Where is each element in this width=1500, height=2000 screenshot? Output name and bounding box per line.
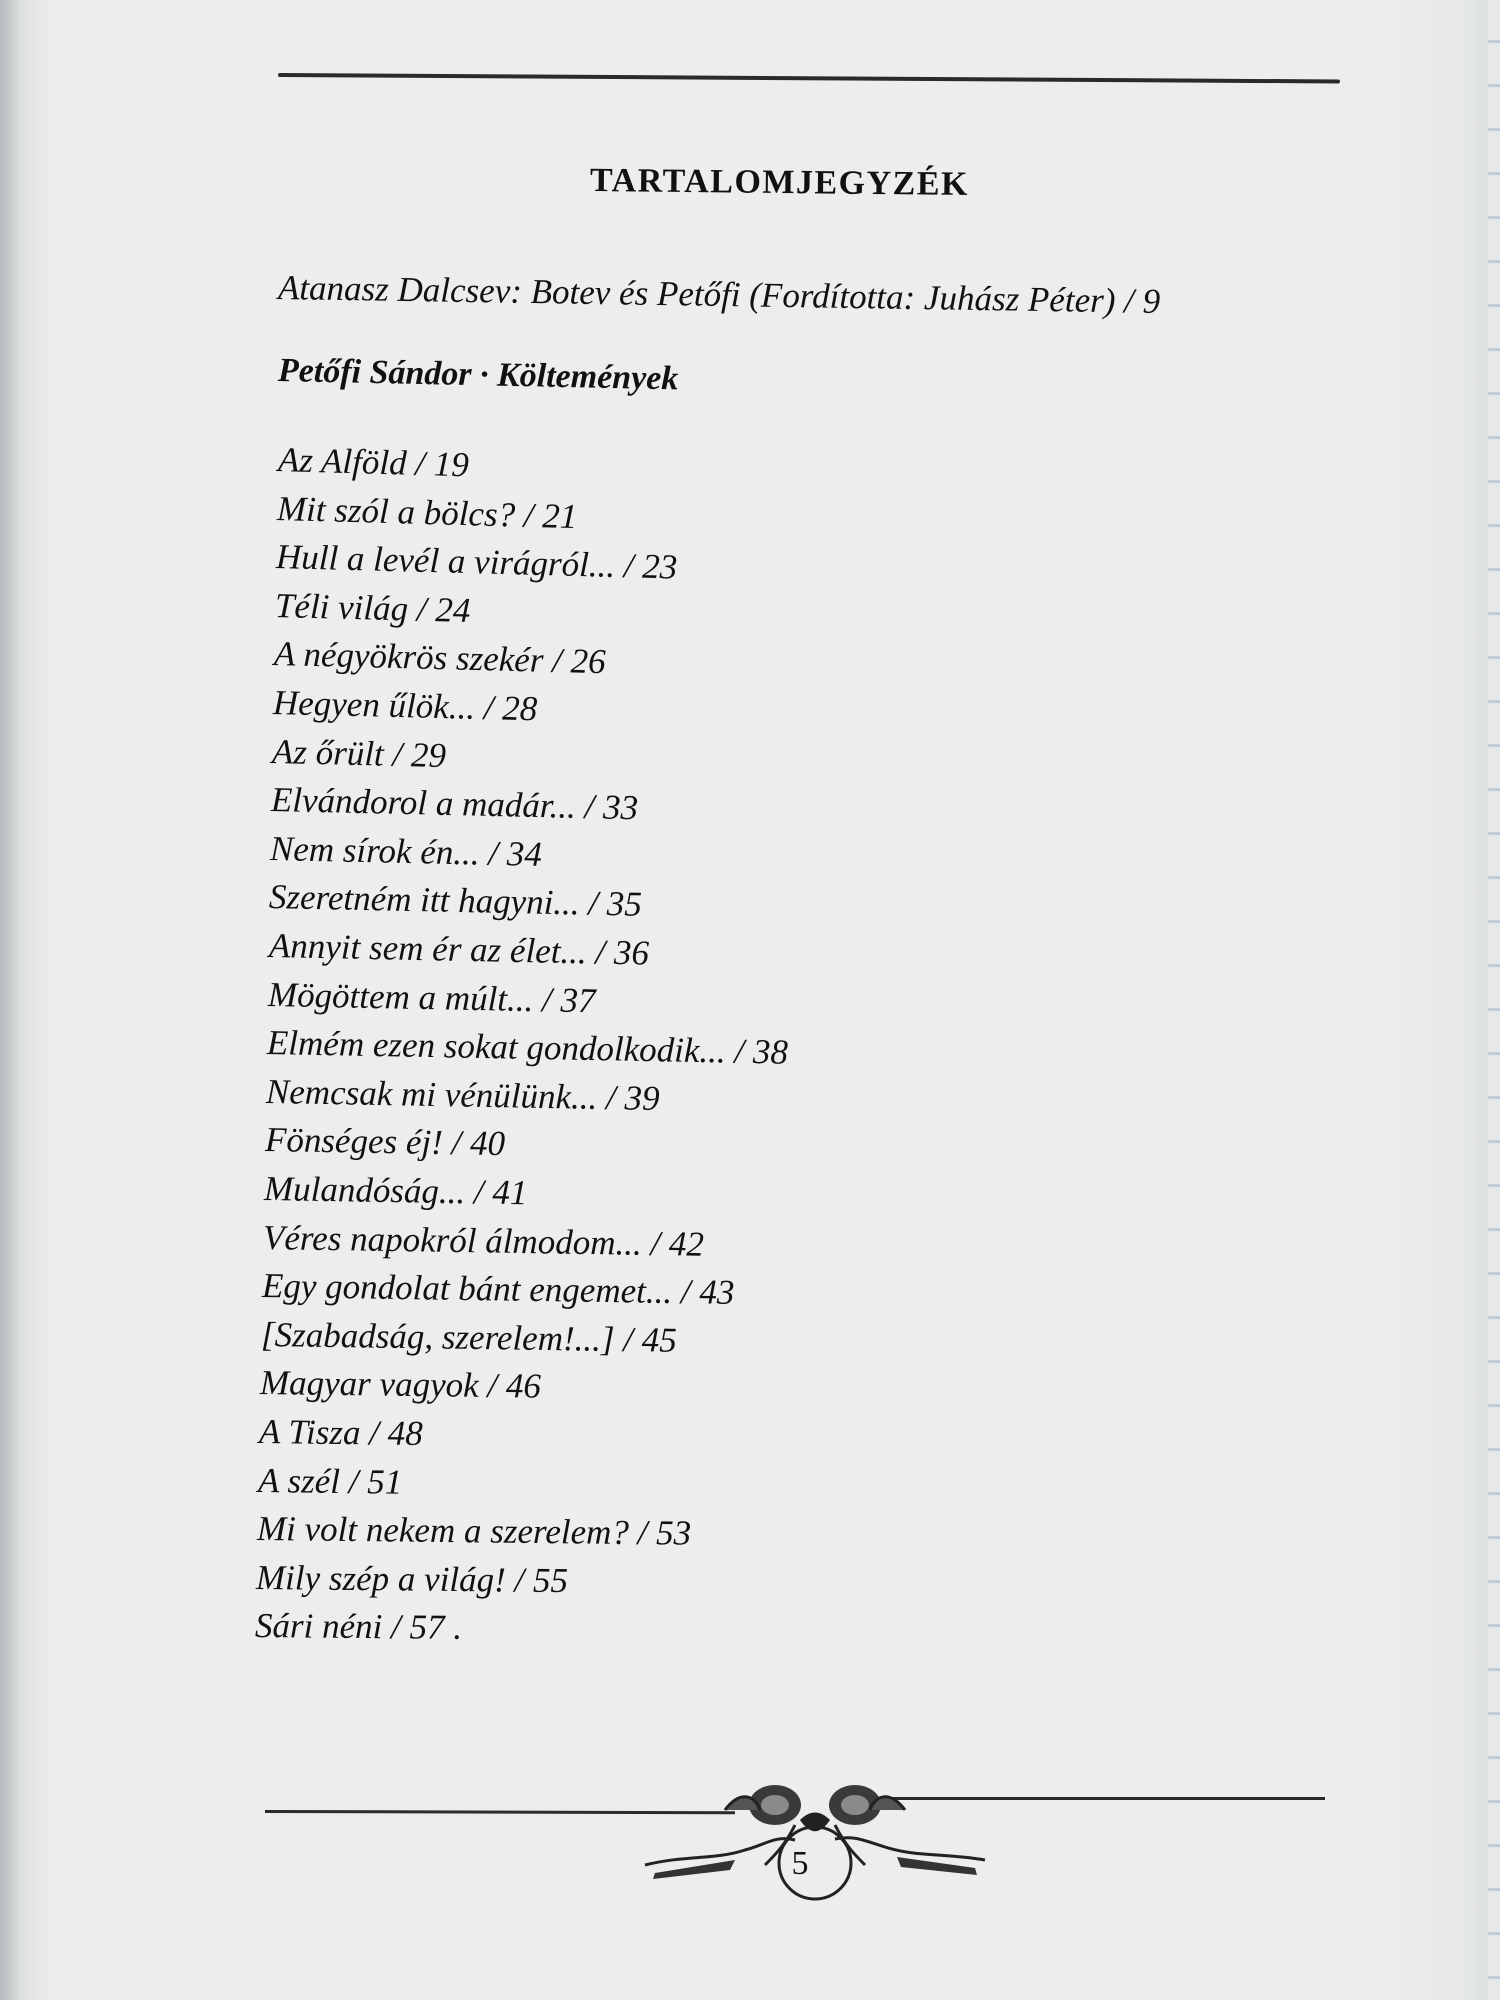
toc-entry: Az őrült / 29 — [271, 731, 447, 775]
toc-entry: Mit szól a bölcs? / 21 — [276, 488, 578, 536]
toc-entry: A Tisza / 48 — [258, 1412, 423, 1453]
toc-entry: Elmém ezen sokat gondolkodik... / 38 — [266, 1023, 788, 1072]
toc-entry: Egy gondolat bánt engemet... / 43 — [261, 1266, 735, 1313]
toc-entry: Szeretném itt hagyni... / 35 — [269, 877, 643, 925]
toc-entry: Hegyen űlök... / 28 — [272, 683, 539, 729]
toc-entry: Nem sírok én... / 34 — [269, 828, 543, 874]
toc-entry: A szél / 51 — [257, 1460, 403, 1502]
toc-entry: Sári néni / 57 . — [255, 1606, 463, 1648]
toc-entry: Elvándorol a madár... / 33 — [270, 780, 639, 828]
intro-entry: Atanasz Dalcsev: Botev és Petőfi (Fordította: Juhász Péter) / 9 — [277, 268, 1161, 321]
toc-entry: Nemcsak mi vénülünk... / 39 — [265, 1071, 660, 1118]
toc-entry: Fönséges éj! / 40 — [264, 1120, 506, 1164]
toc-entry: Az Alföld / 19 — [277, 440, 470, 485]
toc-entry: A négyökrös szekér / 26 — [273, 634, 607, 682]
page-number: 5 — [791, 1845, 809, 1882]
toc-entry: Annyit sem ér az élet... / 36 — [268, 926, 649, 973]
toc-entry: Mulandóság... / 41 — [263, 1169, 528, 1213]
toc-entry: Téli világ / 24 — [274, 585, 471, 630]
page-heading: TARTALOMJEGYZÉK — [589, 162, 970, 203]
toc-entry: Magyar vagyok / 46 — [259, 1363, 542, 1407]
section-title: Petőfi Sándor · Költemények — [277, 352, 679, 398]
toc-entry: Mily szép a világ! / 55 — [255, 1557, 569, 1600]
toc-entry: Mögöttem a múlt... / 37 — [267, 974, 596, 1020]
toc-entry: [Szabadság, szerelem!...] / 45 — [260, 1314, 677, 1360]
toc-entry: Véres napokról álmodom... / 42 — [262, 1217, 705, 1264]
toc-entry: Mi volt nekem a szerelem? / 53 — [256, 1509, 692, 1553]
floral-ribbon-ornament-icon — [625, 1765, 1005, 1905]
toc-entry: Hull a levél a virágról... / 23 — [275, 537, 678, 587]
